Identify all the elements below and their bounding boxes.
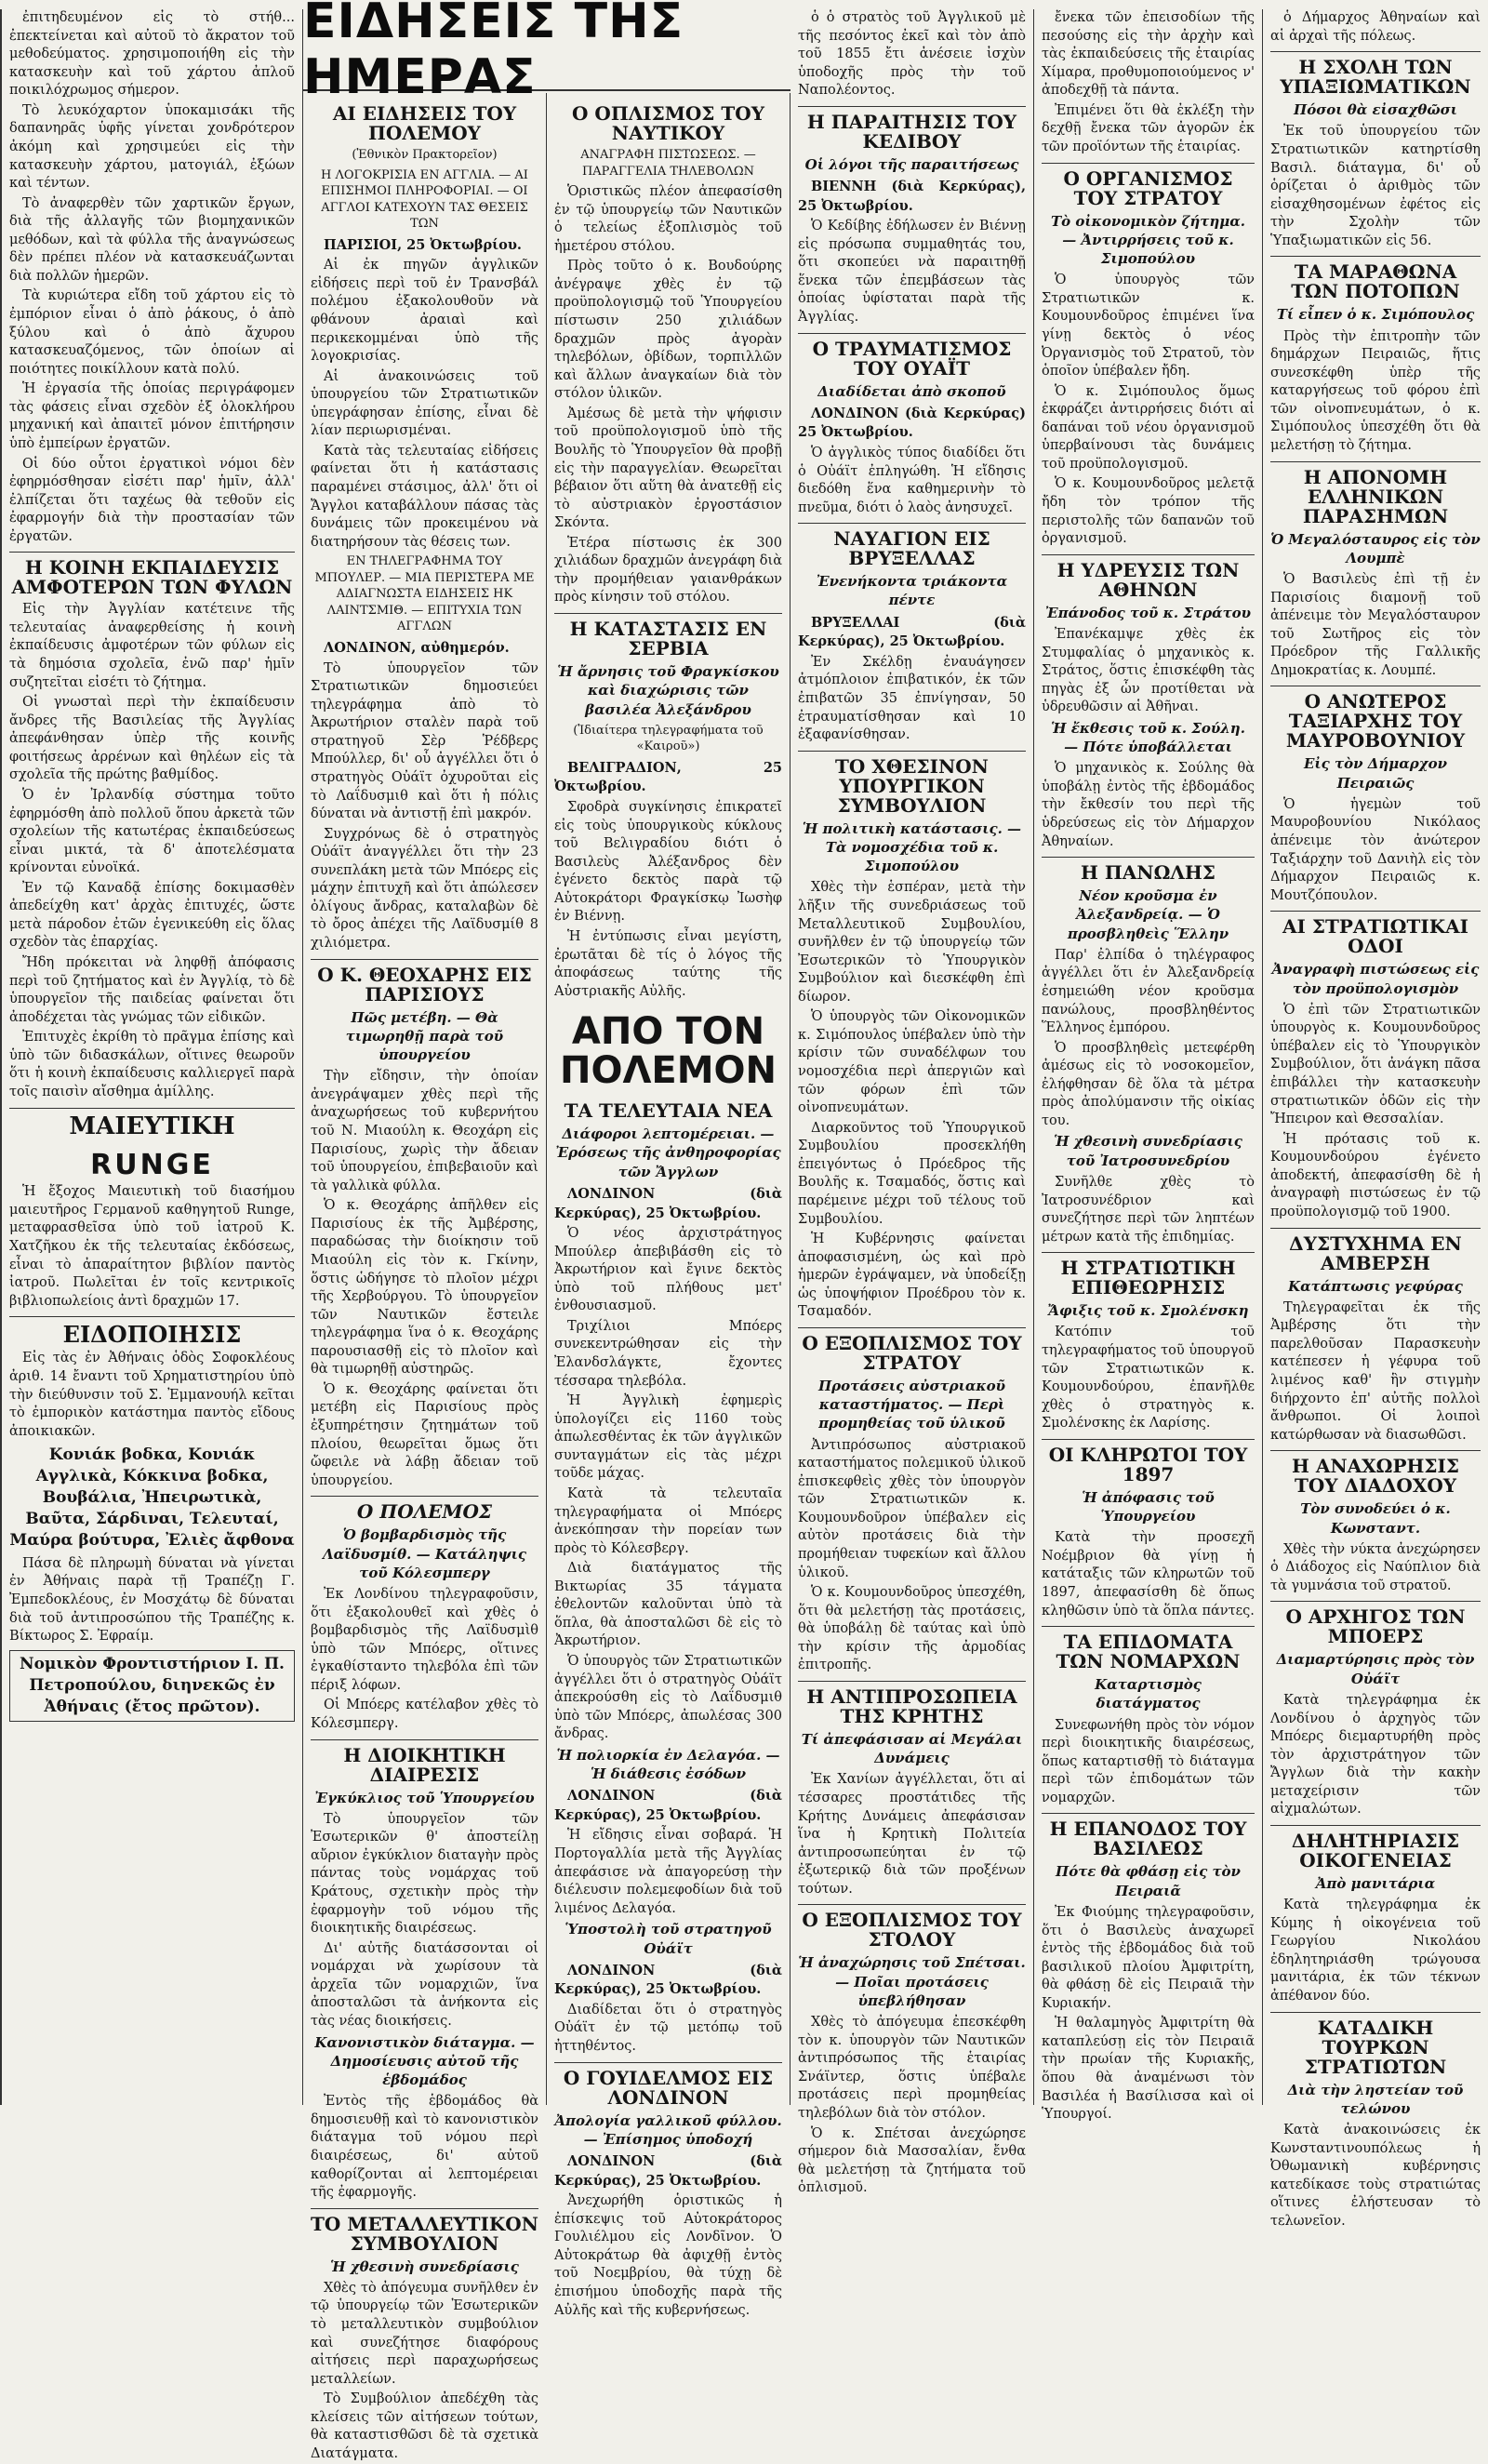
column-1	[0, 9, 303, 2105]
section-heading: Ο ΟΠΛΙΣΜΟΣ ΤΟΥ ΝΑΥΤΙΚΟΥ	[572, 102, 764, 144]
dateline: ΠΑΡΙΣΙΟΙ, 25 Ὀκτωβρίου.	[324, 236, 522, 253]
advert-subtitle: RUNGE	[90, 1148, 214, 1181]
section-heading: Η ΥΔΡΕΥΣΙΣ ΤΩΝ ΑΘΗΝΩΝ	[1042, 554, 1255, 600]
paragraph: Τὸ ὑπουργεῖον τῶν Ἐσωτερικῶν θ' ἀποστείλῃ αὔριον ἐγκύκλιον διαταγὴν πρὸς πάντας τοὺς νομάρχας τοῦ Κράτους, σχετικὴν πρὸς τὴν ἐφαρμογὴν τοῦ νόμου τῆς διοικητικῆς διαιρέσεως.	[311, 1811, 538, 1937]
paragraph: Ἀμέσως δὲ μετὰ τὴν ψήφισιν τοῦ προϋπολογισμοῦ ὑπὸ τῆς Βουλῆς τὸ Ὑπουργεῖον θὰ προβῇ εἰς τὴν παραγγελίαν. Θεωρεῖται βέβαιον ὅτι αὕτη θὰ ἀνατεθῇ εἰς τὸ αὐστριακὸν ἐργοστάσιον Σκόντα.	[554, 406, 782, 531]
paragraph: Ἐπιμένει ὅτι θὰ ἐκλέξη τὴν δεχθῇ ἔνεκα τῶν ἀγορῶν ἐκ τῶν προϊόντων τῆς ἑταιρίας.	[1042, 102, 1255, 154]
paragraph: Πάσα δὲ πληρωμὴ δύναται νὰ γίνεται ἐν Ἀθήναις παρὰ τῇ Τραπέζῃ Γ. Ἐμπεδοκλέους, ἐν Μοσχάτῳ δὲ δύναται διὰ τοῦ ἀντιπροσώπου τῆς Τραπέζης κ. Βίκτωρος Σ. Ἐφραίμ.	[9, 1555, 295, 1645]
advert-title: ΜΑΙΕΥΤΙΚΗ	[9, 1108, 295, 1139]
subheading: Ὑποστολὴ τοῦ στρατηγοῦ Οὐάϊτ	[565, 1921, 772, 1957]
subheading: Ὁ βομβαρδισμὸς τῆς Λαϊδυσμίθ. — Κατάληψις τοῦ Κόλεσμπεργ	[323, 1526, 526, 1581]
subheading: Ἀπολογία γαλλικοῦ φύλλου. — Ἐπίσημος ὑποδοχή	[554, 2111, 782, 2148]
section-heading: Η ΠΑΝΩΛΗΣ	[1042, 857, 1255, 883]
paragraph: Τηλεγραφεῖται ἐκ τῆς Ἀμβέρσης ὅτι τὴν παρελθοῦσαν Παρασκευὴν κατέπεσεν ἡ γέφυρα τοῦ λιμένος καθ' ἣν στιγμὴν διήρχοντο ἐπ' αὐτῆς πολλοὶ ἄνθρωποι. Οἱ λοιποὶ κατώρθωσαν νὰ διασωθῶσι.	[1270, 1299, 1481, 1443]
section-heading: Ο ΕΞΟΠΛΙΣΜΟΣ ΤΟΥ ΣΤΡΑΤΟΥ	[798, 1327, 1026, 1373]
section-heading: ΤΑ ΜΑΡΑΘΩΝΑ ΤΩΝ ΠΟΤΟΠΩΝ	[1270, 256, 1481, 301]
subheading: Ἡ χθεσινὴ συνεδρίασις τοῦ Ἰατροσυνεδρίου	[1054, 1133, 1242, 1169]
dateline: ΒΕΛΙΓΡΑΔΙΟΝ, 25 Ὀκτωβρίου.	[554, 759, 782, 795]
source-note: (Ἰδιαίτερα τηλεγραφήματα τοῦ «Καιροῦ»)	[573, 723, 764, 754]
paragraph: Τὸ ὑπουργεῖον τῶν Στρατιωτικῶν δημοσιεύει τηλεγράφημα ἀπὸ τὸ Ἀκρωτήριον σταλὲν παρὰ τοῦ στρατηγοῦ Σὲρ Ῥέδβερς Μπούλλερ, δι' οὗ ἀγγέλλει ὅτι ὁ στρατηγὸς Οὐάϊτ ὀχυροῦται εἰς τὸ Λαΐδυσμιθ καὶ ὅτι ἡ πόλις δύναται νὰ ἀντιστῇ ἐπὶ μακρόν.	[311, 660, 538, 822]
subheading: Εἰς τὸν Δήμαρχον Πειραιῶς	[1303, 755, 1448, 792]
subheading: Ἐγκύκλιος τοῦ Ὑπουργείου	[314, 1789, 535, 1806]
paragraph: Ἐπανέκαμψε χθὲς ἐκ Στυμφαλίας ὁ μηχανικὸς κ. Στράτος, ὅστις ἐπισκέφθη τὰς πηγὰς ἐξ ὧν προτίθεται νὰ ὑδρευθῶσιν αἱ Ἀθῆναι.	[1042, 626, 1255, 715]
paragraph: Οἱ δύο οὗτοι ἐργατικοὶ νόμοι δὲν ἐφηρμόσθησαν εἰσέτι παρ' ἡμῖν, ἀλλ' ἐλπίζεται ὅτι ταχέως θὰ τεθοῦν εἰς ἐφαρμογήν διὰ τὴν προστασίαν τῶν ἐργατῶν.	[9, 456, 295, 544]
paragraph: Κατὰ τηλεγράφημα ἐκ Κύμης ἡ οἰκογένεια τοῦ Γεωργίου Νικολάου ἐδηλητηριάσθη τρώγουσα μανιτάρια, ἐκ τῶν τέκνων ἀπέθανον δύο.	[1270, 1898, 1481, 2004]
paragraph: Σφοδρὰ συγκίνησις ἐπικρατεῖ εἰς τοὺς ὑπουργικοὺς κύκλους τοῦ Βελιγραδίου διότι ὁ Βασιλεὺς Ἀλέξανδρος δὲν ἐγένετο δεκτὸς παρὰ τῷ Αὐτοκράτορι Φραγκίσκῳ Ἰωσὴφ ἐν Βιέννῃ.	[554, 800, 782, 925]
section-heading: Η ΑΠΟΝΟΜΗ ΕΛΛΗΝΙΚΩΝ ΠΑΡΑΣΗΜΩΝ	[1270, 461, 1481, 526]
summary-line: ΑΝΑΓΡΑΦΗ ΠΙΣΤΩΣΕΩΣ. — ΠΑΡΑΓΓΕΛΙΑ ΤΗΛΕΒΟΛΩΝ	[580, 148, 756, 179]
subheading: Ἡ ἀπόφασις τοῦ Ὑπουργείου	[1082, 1488, 1215, 1525]
paragraph: Κατὰ τὰ τελευταῖα τηλεγραφήματα οἱ Μπόερς ἀνεκόπησαν τὴν πορείαν των πρὸς τὸ Κόλεσβεργ.	[554, 1485, 782, 1556]
section-heading: Η ΚΑΤΑΣΤΑΣΙΣ ΕΝ ΣΕΡΒΙΑ	[554, 613, 782, 659]
section-heading: Ο ΓΟΥΙΔΕΛΜΟΣ ΕΙΣ ΛΟΝΔΙΝΟΝ	[554, 2062, 782, 2108]
column-6	[1263, 9, 1488, 2229]
advert-box: Νομικὸν Φροντιστήριον I. Π. Πετροπούλου, διηνεκῶς ἐν Ἀθήναις (ἔτος πρῶτον).	[9, 1650, 295, 1722]
paragraph: Συγχρόνως δὲ ὁ στρατηγὸς Οὐάϊτ ἀναγγέλλει ὅτι τὴν 23 συνεπλάκη μετὰ τῶν Μπόερς εἰς μάχην ἐπιτυχῆ καὶ ὅτι ἀπώλεσεν ὀλίγους ἄνδρας, καταλαβὼν δὲ τὸ ὄρος ἀπέχει τῆς Λαϊδυσμίθ 8 χιλιόμετρα.	[311, 826, 538, 952]
paragraph: Πρὸς τὴν ἐπιτροπὴν τῶν δημάρχων Πειραιῶς, ἥτις συνεσκέφθη ὑπὲρ τῆς καταργήσεως τοῦ φόρου ἐπὶ τῶν οἰνοπνευμάτων, ὁ κ. Σιμόπουλος ὑπεσχέθη ὅτι θὰ μελετήσῃ τὸ ζήτημα.	[1270, 328, 1481, 453]
paragraph: Ἐκ τοῦ ὑπουργείου τῶν Στρατιωτικῶν κατηρτίσθη Βασιλ. διάταγμα, δι' οὗ ὁρίζεται ὁ ἀριθμὸς τῶν εἰσαχθησομένων ἐφέτος εἰς τὴν Σχολὴν τῶν Ὑπαξιωματικῶν εἰς 56.	[1270, 124, 1481, 248]
section-heading-large: ΑΠΟ ΤΟΝ ΠΟΛΕΜΟΝ	[559, 1010, 777, 1093]
paragraph: Ἡ Ἀγγλικὴ ἐφημερὶς ὑπολογίζει εἰς 1160 τοὺς ἀπωλεσθέντας ἐκ τῶν ἀγγλικῶν συνταγμάτων εἰς τὰς μέχρι τοῦδε μάχας.	[554, 1393, 782, 1482]
section-heading: ΤΟ ΜΕΤΑΛΛΕΥΤΙΚΟΝ ΣΥΜΒΟΥΛΙΟΝ	[311, 2208, 538, 2254]
subheading: Ἐπάνοδος τοῦ κ. Στράτου	[1044, 604, 1252, 621]
paragraph: Χθὲς τὴν νύκτα ἀνεχώρησεν ὁ Διάδοχος εἰς Ναύπλιον διὰ τὰ γυμνάσια τοῦ στρατοῦ.	[1270, 1541, 1481, 1593]
advert-list: Κονιάκ βοδκα, Κονιάκ Αγγλικὰ, Κόκκινα βοδκα, Βουβάλια, Ἠπειρωτικὰ, Βαῦτα, Σάρδιναι, Τελευταί, Μαύρα βούτυρα, Ἐλιὲς ἄφθονα	[9, 1445, 295, 1550]
column-5	[1034, 9, 1263, 2123]
section-heading: Ο ΤΡΑΥΜΑΤΙΣΜΟΣ ΤΟΥ ΟΥΑΪΤ	[798, 333, 1026, 379]
paragraph: Χθὲς τὸ ἀπόγευμα συνῆλθεν ἐν τῷ ὑπουργείῳ τῶν Ἐσωτερικῶν τὸ μεταλλευτικὸν συμβούλιον καὶ συνεζήτησε διαφόρους αἰτήσεις περὶ παραχωρήσεως μεταλλείων.	[311, 2280, 538, 2387]
subheading: Προτάσεις αὐστριακοῦ καταστήματος. — Περὶ προμηθείας τοῦ ὑλικοῦ	[817, 1377, 1006, 1432]
subheading: Νέον κροῦσμα ἐν Ἀλεξανδρείᾳ. — Ὁ προσβληθεὶς Ἕλλην	[1067, 887, 1229, 942]
paragraph: Τὸ ἀναφερθὲν τῶν χαρτικῶν ἔργων, διὰ τῆς ἀλλαγῆς τῶν βιομηχανικῶν μεθόδων, καὶ τὰ φύλλα τῆς ἀναγνώσεως δὲν πρέπει πλέον νὰ κατασκευάζωνται διὰ πολλῶν ἡμερῶν.	[9, 195, 295, 284]
subheading: Ἡ πολιτικὴ κατάστασις. — Τὰ νομοσχέδια τοῦ κ. Σιμοπούλου	[802, 819, 1022, 875]
paragraph: Ὁ ἀγγλικὸς τύπος διαδίδει ὅτι ὁ Οὐάϊτ ἐπληγώθη. Ἡ εἴδησις διεδόθη ἕνα καθημερινὴν τὸ πνεῦμα, διότι ὁ λαὸς ἀνησυχεῖ.	[798, 445, 1026, 515]
subheading: Ἀπὸ μανιτάρια	[1315, 1874, 1436, 1892]
paragraph: Κατὰ τηλεγράφημα ἐκ Λονδίνου ὁ ἀρχηγὸς τῶν Μπόερς διεμαρτυρήθη πρὸς τὸν ἀρχιστράτηγον τῶν Ἄγγλων διὰ τὴν κακὴν μεταχείρισιν τῶν αἰχμαλώτων.	[1270, 1692, 1481, 1818]
subheading: Διάφοροι λεπτομέρειαι. — Ἐρόσεως τῆς ἀνθηροφορίας τῶν Ἄγγλων	[555, 1125, 781, 1180]
masthead-title: ΕΙΔΗΣΕΙΣ ΤΗΣ ΗΜΕΡΑΣ	[303, 0, 684, 105]
paragraph: Ἀνεχωρήθη ὁριστικῶς ἡ ἐπίσκεψις τοῦ Αὐτοκράτορος Γουλιέλμου εἰς Λονδῖνον. Ὁ Αὐτοκράτωρ θὰ ἀφιχθῇ ἐντὸς τοῦ Νοεμβρίου, θὰ τύχῃ δὲ ἐπισήμου ὑποδοχῆς παρὰ τῆς Αὐλῆς καὶ τῆς κυβερνήσεως.	[554, 2193, 782, 2318]
paragraph: Ἡ ἐργασία τῆς ὁποίας περιγράφομεν τὰς φάσεις εἶναι σχεδὸν ἐξ ὁλοκλήρου μηχανική καὶ ἀπαιτεῖ μόνον ἐπιτήρησιν ὑπὸ ἐμπείρων ἐργατῶν.	[9, 381, 295, 451]
paragraph: Δι' αὐτῆς διατάσσονται οἱ νομάρχαι νὰ χωρίσουν τὰ ἀρχεῖα τῶν νομαρχιῶν, ἵνα ἀποσταλῶσι τὰ ἀνήκοντα εἰς τὰς νέας διοικήσεις.	[311, 1940, 538, 2029]
section-heading: Η ΔΙΟΙΚΗΤΙΚΗ ΔΙΑΙΡΕΣΙΣ	[311, 1739, 538, 1785]
subheading: Ἡ ἄρνησις τοῦ Φραγκίσκου καὶ διαχώρισις τῶν βασιλέα Ἀλεξάνδρου	[557, 663, 779, 718]
subheading: Διὰ τὴν ληστείαν τοῦ τελώνου	[1287, 2081, 1464, 2117]
paragraph: Ὁ νέος ἀρχιστράτηγος Μπούλερ ἀπεβιβάσθη εἰς τὸ Ἀκρωτήριον καὶ ἔγινε δεκτὸς ὑπὸ τοῦ πλήθους μετ' ἐνθουσιασμοῦ.	[554, 1226, 782, 1314]
subheading: Διαδίδεται ἀπὸ σκοποῦ	[817, 382, 1006, 400]
section-heading: ΕΙΔΟΠΟΙΗΣΙΣ	[9, 1316, 295, 1346]
subheading: Διαμαρτύρησις πρὸς τὸν Οὐάϊτ	[1276, 1651, 1475, 1687]
paragraph: Αἱ ἐκ πηγῶν ἀγγλικῶν εἰδήσεις περὶ τοῦ ἐν Τρανσβάλ πολέμου ἐξακολουθοῦν νὰ φθάνουν ἀραιαὶ καὶ περικεκομμέναι ὑπὸ τῆς λογοκρισίας.	[311, 258, 538, 365]
dateline: ΒΙΕΝΝΗ (διὰ Κερκύρας), 25 Ὀκτωβρίου.	[798, 179, 1026, 214]
section-heading: Ο ΑΡΧΗΓΟΣ ΤΩΝ ΜΠΟΕΡΣ	[1270, 1601, 1481, 1646]
dateline: ΛΟΝΔΙΝΟΝ (διὰ Κερκύρας), 25 Ὀκτωβρίου.	[554, 2153, 782, 2189]
paragraph: Ὁ ὑπουργὸς τῶν Στρατιωτικῶν ἀγγέλλει ὅτι ὁ στρατηγὸς Οὐάϊτ ἀπεκρούσθη εἰς τὸ Λαΐδυσμιθ ὑπὸ τῶν Μπόερς, ἀπωλέσας 300 ἄνδρας.	[554, 1654, 782, 1742]
paragraph: Τριχίλιοι Μπόερς συνεκεντρώθησαν εἰς τὴν Ἐλανδσλάγκτε, ἔχοντες τέσσαρα τηλεβόλα.	[554, 1318, 782, 1389]
paragraph: ἐπιτηδευμένον εἰς τὸ στήθ... ἐπεκτείνεται καὶ αὐτοῦ τὸ ἄκρατον τοῦ μεθοδεύματος. χρησιμοποιήθη εἰς τὴν κατασκευὴν καὶ τοῦ χάρτου ἀπλοῦ ποικιλόχρωμος σήμερον.	[9, 10, 295, 99]
paragraph: Τὸ λευκόχαρτον ὑποκαμισάκι τῆς δαπανηρᾶς ὑφῆς γίνεται χονδρότερον ἀκόμη καὶ χρησιμεύει εἰς τὴν κατασκευὴν χάρτου, ματογιάλ, ἐξώων καὶ τέντων.	[9, 102, 295, 192]
subheading: Κανονιστικὸν διάταγμα. — Δημοσίευσις αὐτοῦ τῆς ἑβδομάδος	[314, 2033, 535, 2089]
paragraph: Ὁ κ. Σιμόπουλος ὅμως ἐκφράζει ἀντιρρήσεις διότι αἱ δαπάναι τοῦ νέου ὀργανισμοῦ ὑπερβαίνουσι τὰς δυνάμεις τοῦ προϋπολογισμοῦ.	[1042, 383, 1255, 472]
paragraph: Ὁ κ. Θεοχάρης φαίνεται ὅτι μετέβη εἰς Παρισίους πρὸς ἐξυπηρέτησιν ζητημάτων τοῦ πλοίου, θεωρεῖται ὅμως ὅτι ὤφειλε νὰ λάβῃ ἄδειαν τοῦ ὑπουργείου.	[311, 1381, 538, 1488]
summary-line: Η ΛΟΓΟΚΡΙΣΙΑ ΕΝ ΑΓΓΛΙΑ. — ΑΙ ΕΠΙΣΗΜΟΙ ΠΛΗΡΟΦΟΡΙΑΙ. — ΟΙ ΑΓΓΛΟΙ ΚΑΤΕΧΟΥΝ ΤΑΣ ΘΕΣΕΙΣ ΤΩΝ	[321, 167, 528, 232]
column-3	[547, 93, 790, 2318]
paragraph: Παρ' ἐλπίδα ὁ τηλέγραφος ἀγγέλλει ὅτι ἐν Ἀλεξανδρείᾳ ἐσημειώθη νέον κροῦσμα πανώλους, προσβληθέντος Ἕλληνος ἐμπόρου.	[1042, 947, 1255, 1036]
paragraph: Οἱ Μπόερς κατέλαβον χθὲς τὸ Κόλεσμπεργ.	[311, 1698, 538, 1731]
section-heading: Ο Κ. ΘΕΟΧΑΡΗΣ ΕΙΣ ΠΑΡΙΣΙΟΥΣ	[311, 959, 538, 1005]
section-heading: Η ΚΟΙΝΗ ΕΚΠΑΙΔΕΥΣΙΣ ΑΜΦΟΤΕΡΩΝ ΤΩΝ ΦΥΛΩΝ	[9, 552, 295, 597]
paragraph: Πρὸς τοῦτο ὁ κ. Βουδούρης ἀνέγραψε χθὲς ἐν τῷ προϋπολογισμῷ τοῦ Ὑπουργείου πίστωσιν 250 χιλιάδων δραχμῶν πρὸς ἀγορὰν τηλεβόλων, ὀβίδων, τορπιλλῶν καὶ ἄλλων ἀναγκαίων διὰ τὸν στόλον ὑλικῶν.	[554, 259, 782, 402]
subheading: Οἱ λόγοι τῆς παραιτήσεως	[804, 155, 1019, 173]
paragraph: Ἐντὸς τῆς ἑβδομάδος θὰ δημοσιευθῇ καὶ τὸ κανονιστικὸν διάταγμα τοῦ νόμου περὶ διαιρέσεως, δι' αὐτοῦ καθορίζονται αἱ λεπτομέρειαι τῆς ἐφαρμογῆς.	[311, 2094, 538, 2201]
subheading: Ἀναγραφὴ πιστώσεως εἰς τὸν προϋπολογισμὸν	[1271, 961, 1480, 997]
paragraph: Χθὲς τὸ ἀπόγευμα ἐπεσκέφθη τὸν κ. ὑπουργὸν τῶν Ναυτικῶν ἀντιπρόσωπος τῆς ἑταιρίας Σνάϊντερ, ὅστις ὑπέβαλε προτάσεις περὶ προμηθείας τηλεβόλων διὰ τὸν στόλον.	[798, 2015, 1026, 2121]
paragraph: Ὁ Κεδίβης ἐδήλωσεν ἐν Βιέννῃ εἰς πρόσωπα συμμαθητάς του, ὅτι σκοπεύει νὰ παραιτηθῇ ἕνεκα τῶν ἐπεμβάσεων τὰς ὁποίας ὑφίσταται παρὰ τῆς Ἀγγλίας.	[798, 219, 1026, 325]
summary-line: ΕΝ ΤΗΛΕΓΡΑΦΗΜΑ ΤΟΥ ΜΠΟΥΛΕΡ. — ΜΙΑ ΠΕΡΙΣΤΕΡΑ ΜΕ ΑΔΙΑΓΝΩΣΤΑ ΕΙΔΗΣΕΙΣ ΗΚ ΛΑΙΝΤΣΜΙΘ. — ΕΠΙΤΥΧΙΑ ΤΩΝ ΑΓΓΛΩΝ	[314, 554, 535, 634]
paragraph: Ἐκ Φιούμης τηλεγραφοῦσιν, ὅτι ὁ Βασιλεὺς ἀναχωρεῖ ἐντὸς τῆς ἑβδομάδος διὰ τοῦ βασιλικοῦ πλοίου Ἀμφιτρίτη, θὰ φθάσῃ δὲ εἰς Πειραιᾶ τὴν Κυριακήν.	[1042, 1904, 1255, 2011]
section-heading: Η ΣΤΡΑΤΙΩΤΙΚΗ ΕΠΙΘΕΩΡΗΣΙΣ	[1042, 1252, 1255, 1298]
advert-body: Ἡ ἔξοχος Μαιευτικὴ τοῦ διασήμου μαιευτῆρος Γερμανοῦ καθηγητοῦ Runge, μεταφρασθεῖσα ὑπὸ τοῦ ἰατροῦ Κ. Χατζῆκου ἐκ τῆς τελευταίας ἐκδόσεως, εἶναι τὸ ἀπαραίτητον βιβλίον παντὸς ἰατροῦ. Πωλεῖται ἐν τοῖς κεντρικοῖς βιβλιοπωλείοις ἀντὶ δραχμῶν 17.	[9, 1184, 295, 1309]
section-heading: Ο ΟΡΓΑΝΙΣΜΟΣ ΤΟΥ ΣΤΡΑΤΟΥ	[1042, 163, 1255, 208]
paragraph: Ὁ ὑπουργὸς τῶν Στρατιωτικῶν κ. Κουμουνδοῦρος ἐπιμένει ἵνα γίνῃ δεκτὸς ὁ νέος Ὀργανισμὸς τοῦ Στρατοῦ, τὸν ὁποῖον ὑπέβαλεν ἤδη.	[1042, 273, 1255, 380]
section-heading: ΤΑ ΤΕΛΕΥΤΑΙΑ ΝΕΑ	[564, 1099, 773, 1123]
paragraph: Ἐκ Χανίων ἀγγέλλεται, ὅτι αἱ τέσσαρες προστάτιδες τῆς Κρήτης Δυνάμεις ἀπεφάσισαν ἵνα ἡ Κρητικὴ Πολιτεία ἀντιπροσωπεύηται ἐν τῷ ἐξωτερικῷ διὰ τῶν προξένων τούτων.	[798, 1772, 1026, 1897]
paragraph: Ὁ ἐν Ἰρλανδίᾳ σύστημα τοῦτο ἐφηρμόσθη ἀπὸ πολλοῦ ὅπου ἀρκετὰ τῶν σχολείων τῆς κατωτέρας ἐκπαιδεύσεως εἶναι μικτά, τὰ δ' ἀποτελέσματα κρίνονται εὐνοϊκά.	[9, 787, 295, 876]
section-heading: ΑΙ ΕΙΔΗΣΕΙΣ ΤΟΥ ΠΟΛΕΜΟΥ	[332, 102, 517, 144]
masthead	[303, 0, 790, 105]
paragraph: Ὁ κ. Θεοχάρης ἀπῆλθεν εἰς Παρισίους ἐκ τῆς Ἀμβέρσης, παραδώσας τὴν διοίκησιν τοῦ Μιαούλη εἰς τὸν κ. Γκίνην, ὅστις ὡδήγησε τὸ πλοῖον μέχρι τῆς Χερβούργου. Τὸ ὑπουργεῖον τῶν Ναυτικῶν ἔστειλε τηλεγράφημα ἵνα ὁ κ. Θεοχάρης παρουσιασθῇ εἰς τὸ πλοῖον καὶ θὰ τιμωρηθῇ αὐστηρῶς.	[311, 1198, 538, 1378]
paragraph: ὁ ὁ στρατὸς τοῦ Ἀγγλικοῦ μὲ τῆς πεσόντος ἐκεῖ καὶ τὸν ἀπὸ τοῦ 1855 ἔτι ἀνέσειε ἰσχὺν ὑποδοχῆς πρὸς τὴν τοῦ Ναπολέοντος.	[798, 10, 1026, 99]
paragraph: Χθὲς τὴν ἑσπέραν, μετὰ τὴν λῆξιν τῆς συνεδριάσεως τοῦ Μεταλλευτικοῦ Συμβουλίου, συνῆλθεν ἐν τῷ ὑπουργείῳ τῶν Ἐσωτερικῶν τὸ Ὑπουργικὸν Συμβούλιον καὶ διεσκέφθη ἐπὶ δίωρον.	[798, 880, 1026, 1005]
paragraph: Διαρκοῦντος τοῦ Ὑπουργικοῦ Συμβουλίου προσεκλήθη ἐπειγόντως ὁ Πρόεδρος τῆς Βουλῆς κ. Τσαμαδός, ὅστις καὶ παρέμεινε μέχρι τοῦ τέλους τοῦ Συμβουλίου.	[798, 1120, 1026, 1227]
paragraph: Ὁ κ. Σπέτσαι ἀνεχώρησε σήμερον διὰ Μασσαλίαν, ἔνθα θὰ μελετήσῃ τὰ ζητήματα τοῦ ὁπλισμοῦ.	[798, 2125, 1026, 2196]
subheading: Τί εἶπεν ὁ κ. Σιμόπουλος	[1276, 306, 1475, 324]
section-heading: Ο ΑΝΩΤΕΡΟΣ ΤΑΞΙΑΡΧΗΣ ΤΟΥ ΜΑΥΡΟΒΟΥΝΙΟΥ	[1270, 686, 1481, 751]
dateline: ΛΟΝΔΙΝΟΝ (διὰ Κερκύρας) 25 Ὀκτωβρίου.	[798, 405, 1026, 441]
paragraph: Ὁ προσβληθεὶς μετεφέρθη ἀμέσως εἰς τὸ νοσοκομεῖον, ἐλήφθησαν δὲ ὅλα τὰ μέτρα πρὸς ἀπολύμανσιν τῆς οἰκίας του.	[1042, 1040, 1255, 1128]
subheading: Ὁ Μεγαλόσταυρος εἰς τὸν Λουμπὲ	[1270, 530, 1481, 566]
section-heading: ΑΙ ΣΤΡΑΤΙΩΤΙΚΑΙ ΟΔΟΙ	[1270, 911, 1481, 956]
section-heading: Η ΑΝΑΧΩΡΗΣΙΣ ΤΟΥ ΔΙΑΔΟΧΟΥ	[1270, 1450, 1481, 1496]
paragraph: Κατὰ τὰς τελευταίας εἰδήσεις φαίνεται ὅτι ἡ κατάστασις παραμένει στάσιμος, ἀλλ' ὅτι οἱ Ἄγγλοι καταβάλλουν πάσας τὰς δυνάμεις τῶν προκειμένου νὰ διατηρήσουν τὰς θέσεις των.	[311, 443, 538, 550]
section-heading: ΚΑΤΑΔΙΚΗ ΤΟΥΡΚΩΝ ΣΤΡΑΤΙΩΤΩΝ	[1270, 2012, 1481, 2077]
section-heading: Η ΣΧΟΛΗ ΤΩΝ ΥΠΑΞΙΩΜΑΤΙΚΩΝ	[1270, 51, 1481, 97]
subheading: Τὸ οἰκονομικὸν ζήτημα. — Ἀντιρρήσεις τοῦ κ. Σιμοπούλου	[1051, 212, 1245, 267]
paragraph: Οἱ γνωσταὶ περὶ τὴν ἐκπαίδευσιν ἄνδρες τῆς Βασιλείας τῆς Ἀγγλίας ἀπεφάνθησαν ὑπὲρ τῆς κοινῆς φοιτήσεως ἀρρένων καὶ θηλέων εἰς τὰ σχολεῖα τῆς πρώτης βαθμίδος.	[9, 695, 295, 783]
paragraph: Ἐν τῷ Καναδᾷ ἐπίσης δοκιμασθὲν ἀπεδείχθη κατ' ἀρχὰς ἐπιτυχές, ὥστε μετὰ πάροδον ἐτῶν ἐγενικεύθη εἰς ὅλας σχεδὸν τὰς ἐπαρχίας.	[9, 880, 295, 951]
paragraph: Ὁ μηχανικὸς κ. Σούλης θὰ ὑποβάλῃ ἐντὸς τῆς ἑβδομάδος τὴν ἔκθεσίν του περὶ τῆς ὑδρεύσεως εἰς τὸν Δήμαρχον Ἀθηναίων.	[1042, 761, 1255, 849]
subheading: Πῶς μετέβη. — Θὰ τιμωρηθῇ παρὰ τοῦ ὑπουργείου	[345, 1008, 504, 1064]
section-heading: ΤΟ ΧΘΕΣΙΝΟΝ ΥΠΟΥΡΓΙΚΟΝ ΣΥΜΒΟΥΛΙΟΝ	[798, 751, 1026, 816]
dateline: ΛΟΝΔΙΝΟΝ, αὐθημερόν.	[324, 640, 510, 657]
paragraph: Ἑτέρα πίστωσις ἐκ 300 χιλιάδων δραχμῶν ἀνεγράφη διὰ τὴν προμήθειαν γαιανθράκων πρὸς κίνησιν τοῦ στόλου.	[554, 535, 782, 606]
paragraph: ὁ Δήμαρχος Ἀθηναίων καὶ αἱ ἀρχαὶ τῆς πόλεως.	[1270, 10, 1481, 44]
subheading: Ἐνενήκοντα τριάκοντα πέντε	[816, 573, 1008, 609]
subheading: Καταρτισμὸς διατάγματος	[1095, 1676, 1202, 1712]
paragraph: Ἡ ἐντύπωσις εἶναι μεγίστη, ἐρωτᾶται δὲ τίς ὁ λόγος τῆς ἀποφάσεως ταύτης τῆς Αὐστριακῆς Αὐλῆς.	[554, 928, 782, 999]
paragraph: Κατὰ τὴν προσεχῆ Νοέμβριον θὰ γίνῃ ἡ κατάταξις τῶν κληρωτῶν τοῦ 1897, ἀπεφασίσθη δὲ ὅπως κληθῶσιν ὑπὸ τὰ ὅπλα πάντες.	[1042, 1530, 1255, 1618]
paragraph: Διαδίδεται ὅτι ὁ στρατηγὸς Οὐάϊτ ἐν τῷ μετόπῳ τοῦ ἠττηθέντος.	[554, 2002, 782, 2054]
column-2	[303, 93, 547, 2461]
paragraph: Ἐπιτυχὲς ἐκρίθη τὸ πρᾶγμα ἐπίσης καὶ ὑπὸ τῶν διδασκάλων, οἵτινες θεωροῦν ὅτι ἡ κοινὴ ἐκπαίδευσις καλλιεργεῖ παρὰ τοῖς παισὶν αἴσθημα ἁμίλλης.	[9, 1030, 295, 1099]
section-heading: ΔΥΣΤΥΧΗΜΑ ΕΝ ΑΜΒΕΡΣΗ	[1270, 1228, 1481, 1273]
subheading: Ἡ χθεσινὴ συνεδρίασις	[330, 2258, 519, 2275]
subheading: Ἡ ἔκθεσις τοῦ κ. Σούλη. — Πότε ὑποβάλλεται	[1051, 719, 1245, 755]
section-heading: ΝΑΥΑΓΙΟΝ ΕΙΣ ΒΡΥΞΕΛΛΑΣ	[798, 523, 1026, 568]
subheading: Πότε θὰ φθάσῃ εἰς τὸν Πειραιᾶ	[1056, 1863, 1241, 1899]
section-heading: ΔΗΛΗΤΗΡΙΑΣΙΣ ΟΙΚΟΓΕΝΕΙΑΣ	[1270, 1825, 1481, 1871]
paragraph: Ἡ πρότασις τοῦ κ. Κουμουνδούρου ἐγένετο ἀποδεκτή, ἀπεφασίσθη δὲ ἡ ἀναγραφὴ πιστώσεως ἐν τῷ προϋπολογισμῷ τοῦ 1900.	[1270, 1131, 1481, 1219]
paragraph: Τὴν εἴδησιν, τὴν ὁποίαν ἀνεγράψαμεν χθὲς περὶ τῆς ἀναχωρήσεως τοῦ κυβερνήτου τοῦ Ν. Μιαούλη κ. Θεοχάρη εἰς Παρισίους, χωρὶς τὴν ἄδειαν τοῦ ὑπουργείου, ἐπιβεβαιοῦν καὶ τὰ γαλλικὰ φύλλα.	[311, 1069, 538, 1193]
dateline: ΒΡΥΞΕΛΛΑΙ (διὰ Κερκύρας), 25 Ὀκτωβρίου.	[798, 614, 1026, 650]
section-heading: Η ΑΝΤΙΠΡΟΣΩΠΕΙΑ ΤΗΣ ΚΡΗΤΗΣ	[798, 1681, 1026, 1726]
section-heading: ΟΙ ΚΛΗΡΩΤΟΙ ΤΟΥ 1897	[1042, 1439, 1255, 1485]
subheading: Τί ἀπεφάσισαν αἱ Μεγάλαι Δυνάμεις	[801, 1730, 1023, 1767]
section-heading: Ο ΕΞΟΠΛΙΣΜΟΣ ΤΟΥ ΣΤΟΛΟΥ	[798, 1904, 1026, 1950]
paragraph: Ἐκ Λονδίνου τηλεγραφοῦσιν, ὅτι ἐξακολουθεῖ καὶ χθὲς ὁ βομβαρδισμὸς τῆς Λαϊδυσμὶθ ὑπὸ τῶν Μπόερς, οἵτινες ἐγκαθίσταντο τηλεβόλα ἐπὶ τῶν πέριξ λόφων.	[311, 1587, 538, 1693]
section-heading: Η ΕΠΑΝΟΔΟΣ ΤΟΥ ΒΑΣΙΛΕΩΣ	[1042, 1813, 1255, 1858]
paragraph: Ἡ εἴδησις εἶναι σοβαρά. Ἡ Πορτογαλλία μετὰ τῆς Ἀγγλίας ἀπεφάσισε νὰ ἀπαγορεύσῃ τὴν διέλευσιν πολεμεφοδίων διὰ τοῦ λιμένος Δελαγόα.	[554, 1828, 782, 1916]
subheading: Ἡ ἀναχώρησις τοῦ Σπέτσαι. — Ποῖαι προτάσεις ὑπεβλήθησαν	[798, 1954, 1026, 2009]
paragraph: Ὁ ὑπουργὸς τῶν Οἰκονομικῶν κ. Σιμόπουλος ὑπέβαλεν ὑπὸ τὴν κρίσιν τῶν συναδέλφων του νομοσχέδια περὶ ἀπεργιῶν καὶ τῶν φόρων ἐπὶ τῶν οἰνοπνευμάτων.	[798, 1009, 1026, 1116]
paragraph: Ὁριστικῶς πλέον ἀπεφασίσθη ἐν τῷ ὑπουργείῳ τῶν Ναυτικῶν ὁ τελείως ἐξοπλισμὸς τοῦ ἡμετέρου στόλου.	[554, 184, 782, 254]
paragraph: Ὁ Βασιλεὺς ἐπὶ τῇ ἐν Παρισίοις διαμονῇ τοῦ ἀπένειμε τὸν Μεγαλόσταυρον τοῦ Σωτῆρος εἰς τὸν Πρόεδρον τῆς Γαλλικῆς Δημοκρατίας κ. Λουμπέ.	[1270, 572, 1481, 678]
paragraph: Τὰ κυριώτερα εἴδη τοῦ χάρτου εἰς τὸ ἐμπόριον εἶναι ὁ ἀπὸ ῥάκους, ὁ ἀπὸ ξύλου καὶ ὁ ἀπὸ ἄχυρου κατασκευαζόμενος, τῶν ὁποίων αἱ ποιότητες ποικίλλουν κατὰ πολύ.	[9, 288, 295, 377]
subheading: Ἡ πολιορκία ἐν Δελαγόα. — Ἡ διάθεσις ἐσόδων	[556, 1746, 780, 1783]
subheading: Ἄφιξις τοῦ κ. Σμολένσκη	[1047, 1302, 1249, 1320]
paragraph: Ὁ ἡγεμὼν τοῦ Μαυροβουνίου Νικόλαος ἀπένειμε τὸν ἀνώτερον Ταξιάρχην τοῦ Δανιὴλ εἰς τὸν Δήμαρχον Πειραιῶς κ. Μουτζόπουλον.	[1270, 796, 1481, 903]
paragraph: Εἰς τὰς ἐν Ἀθήναις ὁδὸς Σοφοκλέους ἀριθ. 14 ἔναντι τοῦ Χρηματιστηρίου ὑπὸ τὴν διεύθυνσιν τοῦ Σ. Ἐμμανουήλ κεῖται τὸ ἐμπορικὸν κατάστημα παντὸς εἴδους ἀποικιακῶν.	[9, 1351, 295, 1439]
paragraph: Ἡ θαλαμηγὸς Ἀμφιτρίτη θὰ καταπλεύσῃ εἰς τὸν Πειραιᾶ τὴν πρωίαν τῆς Κυριακῆς, ὅπου θὰ ἀναμένωσι τὸν Βασιλέα ἡ Βασίλισσα καὶ οἱ Ὑπουργοί.	[1042, 2016, 1255, 2123]
paragraph: Ὁ κ. Κουμουνδοῦρος μελετᾷ ἤδη τὸν τρόπον τῆς περιστολῆς τῶν δαπανῶν τοῦ ὀργανισμοῦ.	[1042, 476, 1255, 547]
paragraph: Ἀντιπρόσωπος αὐστριακοῦ καταστήματος πολεμικοῦ ὑλικοῦ ἐπισκεφθεὶς χθὲς τὸν ὑπουργὸν τῶν Στρατιωτικῶν κ. Κουμουνδοῦρον ὑπέβαλεν εἰς αὐτὸν προτάσεις διὰ τὴν προμήθειαν τυφεκίων καὶ ἄλλου ὑλικοῦ.	[798, 1437, 1026, 1580]
section-heading: Ο ΠΟΛΕΜΟΣ	[311, 1496, 538, 1522]
paragraph: Κατὰ ἀνακοινώσεις ἐκ Κωνσταντινουπόλεως ἡ Ὀθωμανικὴ κυβέρνησις κατεδίκασε τοὺς στρατιώτας οἵτινες ἐλήστευσαν τὸ τελωνεῖον.	[1270, 2123, 1481, 2229]
paragraph: Ὁ κ. Κουμουνδοῦρος ὑπεσχέθη, ὅτι θὰ μελετήσῃ τὰς προτάσεις, θὰ ὑποβάλῃ δὲ ταύτας καὶ ὑπὸ τὴν κρίσιν τῆς ἀρμοδίας ἐπιτροπῆς.	[798, 1585, 1026, 1673]
dateline: ΛΟΝΔΙΝΟΝ (διὰ Κερκύρας), 25 Ὀκτωβρίου.	[554, 1788, 782, 1823]
subheading: Τὸν συνοδεύει ὁ κ. Κωνσταντ.	[1300, 1500, 1451, 1537]
paragraph: Εἰς τὴν Ἀγγλίαν κατέτεινε τῆς τελευταίας ἀναφερθείσης ἡ κοινὴ ἐκπαίδευσις ἀμφοτέρων τῶν φύλων εἰς τὰ δημόσια σχολεῖα, ἐνῶ παρ' ἡμῖν συζητεῖται εἰσέτι τὸ ζήτημα.	[9, 602, 295, 690]
paragraph: Διὰ διατάγματος τῆς Βικτωρίας 35 τάγματα ἐθελοντῶν καλοῦνται ὑπὸ τὰ ὅπλα, θὰ ἀποσταλῶσι δὲ εἰς τὸ Ἀκρωτήριον.	[554, 1561, 782, 1649]
paragraph: Ἤδη πρόκειται νὰ ληφθῇ ἀπόφασις περὶ τοῦ ζητήματος καὶ ἐν Ἀγγλίᾳ, τὸ δὲ ὑπουργεῖον τῆς παιδείας φαίνεται ὅτι ἀποδέχεται τὰς γνώμας τῶν εἰδικῶν.	[9, 955, 295, 1025]
paragraph: Ἡ Κυβέρνησις φαίνεται ἀποφασισμένη, ὡς καὶ πρὸ ἡμερῶν ἐγράψαμεν, νὰ ὑποδείξῃ ὡς ὑποψήφιον Προέδρου τὸν κ. Τσαμαδόν.	[798, 1232, 1026, 1320]
paragraph: Τὸ Συμβούλιον ἀπεδέχθη τὰς κλείσεις τῶν αἰτήσεων τούτων, θὰ καταστισθῶσι δὲ τὰ σχετικὰ Διατάγματα.	[311, 2391, 538, 2461]
source-note: (Ἐθνικὸν Πρακτορεῖον)	[352, 148, 498, 162]
subheading: Κατάπτωσις γεφύρας	[1288, 1277, 1463, 1295]
dateline: ΛΟΝΔΙΝΟΝ (διὰ Κερκύρας), 25 Ὀκτωβρίου.	[554, 1185, 782, 1221]
paragraph: Αἱ ἀνακοινώσεις τοῦ ὑπουργείου τῶν Στρατιωτικῶν ὑπεγράφησαν ἐπίσης, εἶναι δὲ λίαν περιωρισμέναι.	[311, 368, 538, 439]
section-heading: Η ΠΑΡΑΙΤΗΣΙΣ ΤΟΥ ΚΕΔΙΒΟΥ	[798, 106, 1026, 152]
paragraph: Ἐν Σκέλδῃ ἐναυάγησεν ἀτμόπλοιον ἐπιβατικόν, ἐκ τῶν ἐπιβατῶν 35 ἐπνίγησαν, 50 ἐτραυματίσθησαν καὶ 10 ἐξαφανίσθησαν.	[798, 654, 1026, 743]
column-4	[790, 9, 1034, 2196]
dateline: ΛΟΝΔΙΝΟΝ (διὰ Κερκύρας), 25 Ὀκτωβρίου.	[554, 1962, 782, 1998]
paragraph: Ὁ ἐπὶ τῶν Στρατιωτικῶν ὑπουργὸς κ. Κουμουνδοῦρος ὑπέβαλεν εἰς τὸ Ὑπουργικὸν Συμβούλιον, ὅτι ἀνάγκη πᾶσα ἐπιβάλλει τὴν κατασκευὴν στρατιωτικῶν ὁδῶν εἰς τὴν Ἤπειρον καὶ Θεσσαλίαν.	[1270, 1002, 1481, 1127]
section-heading: ΤΑ ΕΠΙΔΟΜΑΤΑ ΤΩΝ ΝΟΜΑΡΧΩΝ	[1042, 1626, 1255, 1672]
paragraph: ἔνεκα τῶν ἐπεισοδίων τῆς πεσούσης εἰς τὴν ἀρχὴν καὶ τὰς ἐκπαιδεύσεις τῆς ἑταιρίας Χίμαρα, προθυμοποιούμενος ν' ἀποδεχθῇ τὰ πάντα.	[1042, 10, 1255, 99]
paragraph: Συνῆλθε χθὲς τὸ Ἰατροσυνέδριον καὶ συνεζήτησε περὶ τῶν ληπτέων μέτρων κατὰ τῆς ἐπιδημίας.	[1042, 1174, 1255, 1245]
paragraph: Συνεφωνήθη πρὸς τὸν νόμον περὶ διοικητικῆς διαιρέσεως, ὅπως καταρτισθῇ τὸ διάταγμα περὶ τῶν ἐπιδομάτων τῶν νομαρχῶν.	[1042, 1717, 1255, 1805]
paragraph: Κατόπιν τοῦ τηλεγραφήματος τοῦ ὑπουργοῦ τῶν Στρατιωτικῶν κ. Κουμουνδούρου, ἐπανῆλθε χθὲς ὁ στρατηγὸς κ. Σμολένσκης ἐκ Λαρίσης.	[1042, 1325, 1255, 1432]
subheading: Πόσοι θὰ εἰσαχθῶσι	[1294, 101, 1457, 119]
